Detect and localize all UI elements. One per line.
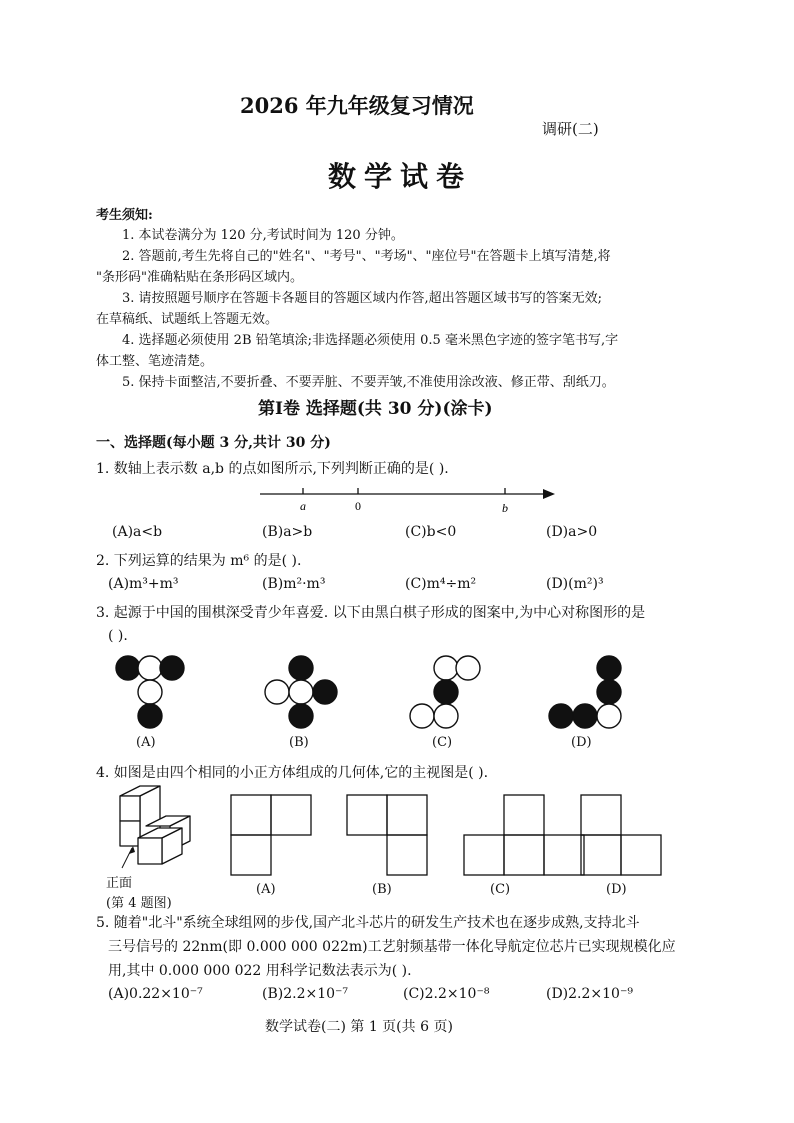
stone-white (410, 704, 434, 728)
q3-label-a: (A) (136, 735, 156, 750)
stone-white (289, 680, 313, 704)
section-title: 第Ⅰ卷 选择题(共 30 分)(涂卡) (258, 399, 493, 419)
stone-black (289, 656, 313, 680)
q5-option-c: (C)2.2×10⁻⁸ (403, 986, 490, 1002)
stone-black (116, 656, 140, 680)
stone-white (434, 656, 458, 680)
q5-option-d: (D)2.2×10⁻⁹ (546, 986, 633, 1002)
cube-figure (100, 786, 210, 886)
axis-label-b: b (502, 501, 508, 515)
exam-subtitle: 调研(二) (542, 120, 599, 138)
notice-line: 1. 本试卷满分为 120 分,考试时间为 120 分钟。 (122, 228, 404, 243)
stone-black (597, 656, 621, 680)
question-2-stem: 2. 下列运算的结果为 m⁶ 的是( ). (96, 553, 302, 569)
q3-label-d: (D) (571, 735, 592, 750)
view-option-b (346, 794, 428, 876)
notice-line: "条形码"准确粘贴在条形码区域内。 (96, 270, 303, 285)
stone-white (138, 680, 162, 704)
view-option-a (230, 794, 312, 876)
notice-line: 2. 答题前,考生先将自己的"姓名"、"考号"、"考场"、"座位号"在答题卡上填写清楚,将 (122, 249, 611, 264)
stone-black (313, 680, 337, 704)
stone-white (597, 704, 621, 728)
q2-option-c: (C)m⁴÷m² (405, 576, 477, 592)
q2-option-b: (B)m²·m³ (262, 576, 326, 592)
q4-front-label: 正面 (106, 876, 133, 891)
notice-line: 4. 选择题必须使用 2B 铅笔填涂;非选择题必须使用 0.5 毫米黑色字迹的签字笔书写,字 (122, 333, 619, 348)
exam-title-line1: 2026 年九年级复习情况 (240, 93, 474, 118)
q3-label-c: (C) (432, 735, 453, 750)
part-title: 一、选择题(每小题 3 分,共计 30 分) (96, 435, 331, 451)
stone-white (265, 680, 289, 704)
question-4-stem: 4. 如图是由四个相同的小正方体组成的几何体,它的主视图是( ). (96, 765, 489, 781)
q2-option-d: (D)(m²)³ (546, 576, 604, 592)
stone-black (573, 704, 597, 728)
notice-line: 5. 保持卡面整洁,不要折叠、不要弄脏、不要弄皱,不准使用涂改液、修正带、刮纸刀。 (122, 375, 615, 390)
stone-black (289, 704, 313, 728)
stone-black (160, 656, 184, 680)
exam-main-title: 数学试卷 (327, 160, 472, 193)
q3-label-b: (B) (289, 735, 309, 750)
notice-line: 在草稿纸、试题纸上答题无效。 (96, 312, 279, 327)
stone-black (549, 704, 573, 728)
question-5-stem-cont: 三号信号的 22nm(即 0.000 000 022m)工艺射频基带一体化导航定位芯片已实现规模化应 (108, 939, 676, 955)
q1-option-d: (D)a>0 (546, 524, 598, 540)
q4-label-a: (A) (256, 882, 276, 897)
stone-white (434, 704, 458, 728)
q4-figure-caption: (第 4 题图) (106, 896, 172, 911)
question-5-stem: 5. 随着"北斗"系统全球组网的步伐,国产北斗芯片的研发生产技术也在逐步成熟,支持北斗 (96, 915, 640, 931)
notice-line: 3. 请按照题号顺序在答题卡各题目的答题区域内作答,超出答题区域书写的答案无效; (122, 291, 603, 306)
notice-heading: 考生须知: (96, 208, 153, 223)
page-footer: 数学试卷(二) 第 1 页(共 6 页) (265, 1019, 453, 1035)
question-3-stem-end: ( ). (108, 628, 128, 644)
q4-label-b: (B) (372, 882, 392, 897)
axis-label-a: a (300, 499, 306, 513)
question-3-stem: 3. 起源于中国的围棋深受青少年喜爱. 以下由黑白棋子形成的图案中,为中心对称图形的是 (96, 605, 646, 621)
stone-black (597, 680, 621, 704)
axis-label-zero: 0 (355, 499, 361, 513)
q2-option-a: (A)m³+m³ (108, 576, 179, 592)
stone-black (138, 704, 162, 728)
q4-label-c: (C) (490, 882, 511, 897)
view-option-c (463, 794, 585, 876)
notice-line: 体工整、笔迹清楚。 (96, 354, 214, 369)
stone-white (138, 656, 162, 680)
q1-option-b: (B)a>b (262, 524, 313, 540)
stone-black (434, 680, 458, 704)
view-option-d (580, 794, 662, 876)
go-stones-figure (100, 652, 640, 732)
stone-white (456, 656, 480, 680)
q5-option-b: (B)2.2×10⁻⁷ (262, 986, 349, 1002)
question-1-stem: 1. 数轴上表示数 a,b 的点如图所示,下列判断正确的是( ). (96, 461, 449, 477)
q5-option-a: (A)0.22×10⁻⁷ (108, 986, 203, 1002)
number-line (255, 482, 565, 516)
q1-option-c: (C)b<0 (405, 524, 457, 540)
q4-label-d: (D) (606, 882, 627, 897)
question-5-stem-end: 用,其中 0.000 000 022 用科学记数法表示为( ). (108, 963, 412, 979)
q1-option-a: (A)a<b (112, 524, 163, 540)
